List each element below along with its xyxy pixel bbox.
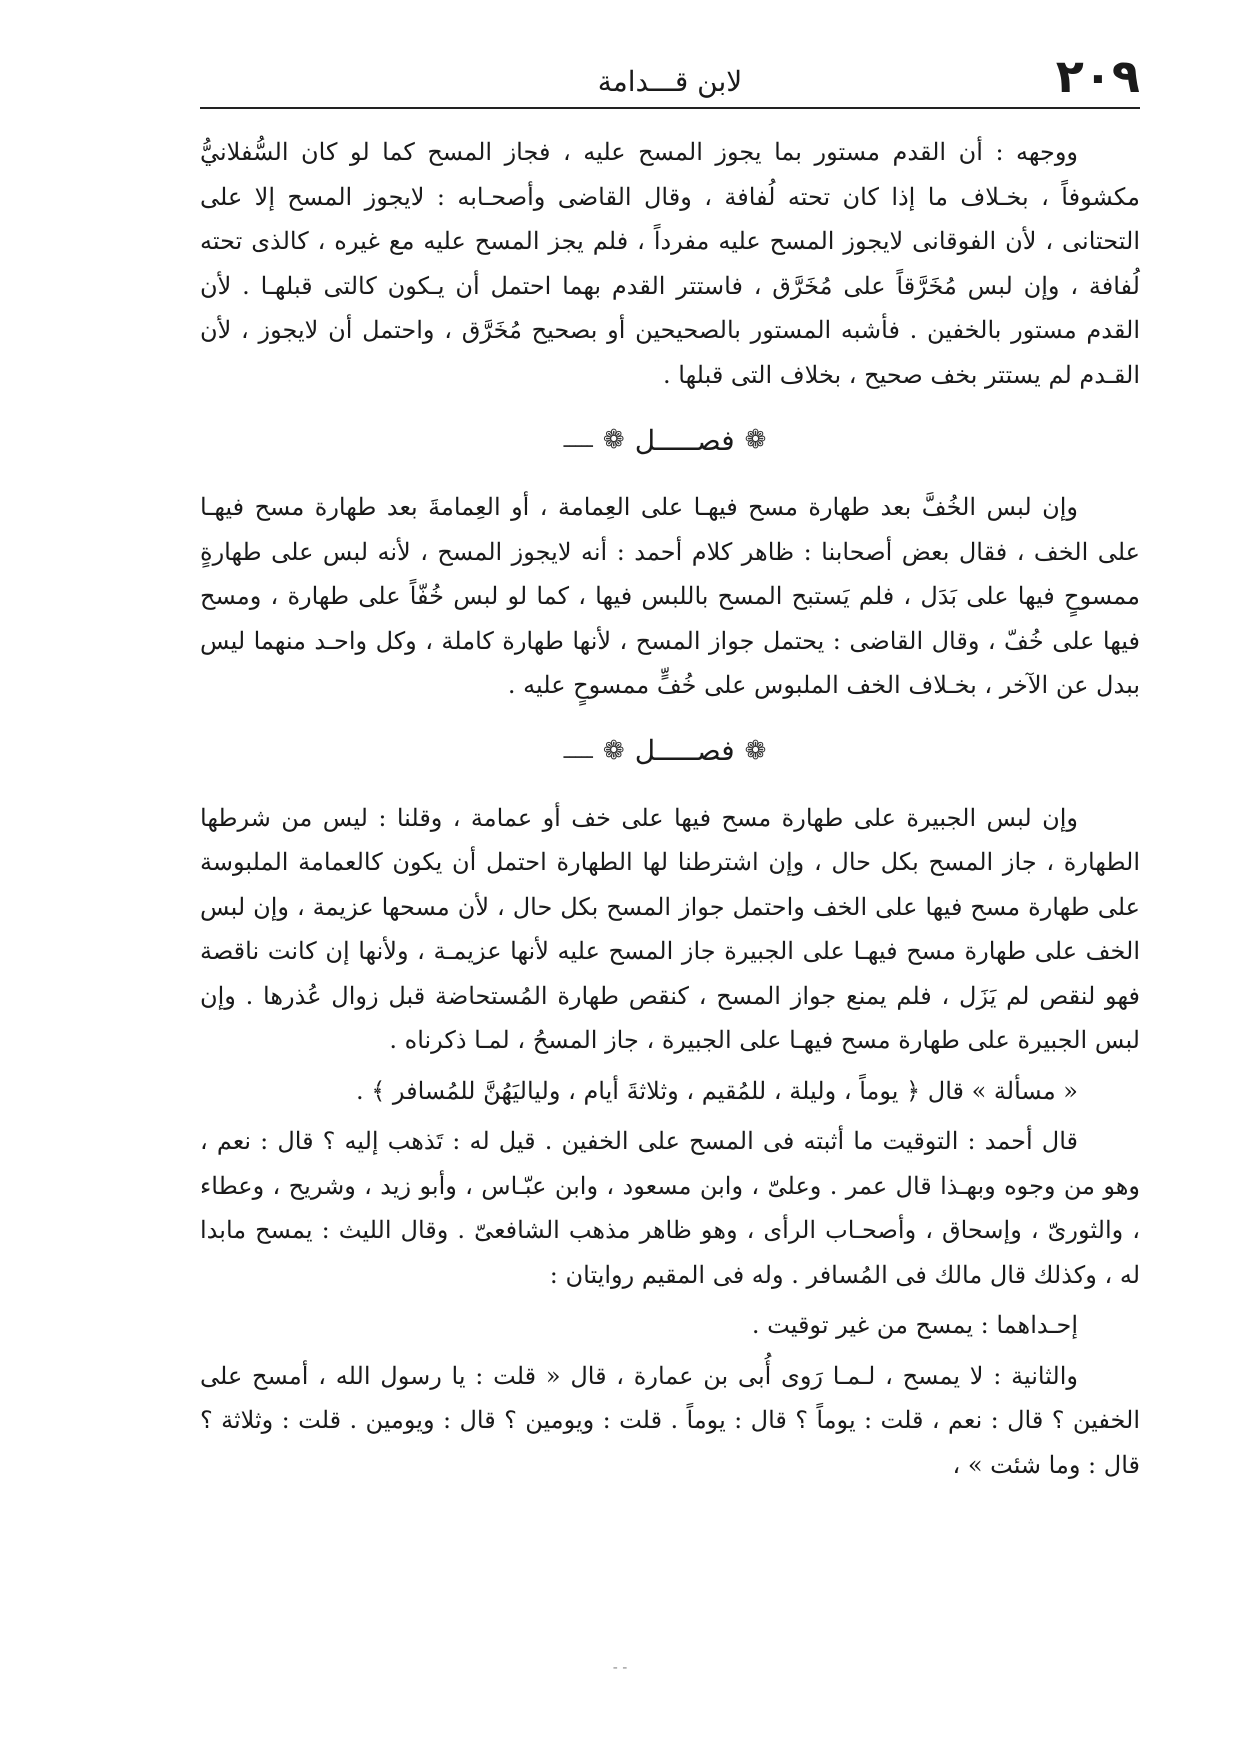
ornament-icon: ❁ [744, 425, 767, 455]
page-number: ٢٠٩ [1055, 49, 1140, 103]
page-header [200, 49, 1140, 106]
paragraph-1: ووجهه : أن القدم مستور بما يجوز المسح عليه ، فجاز المسح كما لو كان السُّفلانيُّ مكشوفاً ، بخـلاف ما إذا كان تحته لُفافة ، وقال القاضى وأصحـابه : لايجوز المسح إلا على التحتانى ، لأن الفوقانى لايجوز المسح عليه مفرداً ، فلم يجز المسح عليه مع غيره ، كالذى تحته لُفافة ، وإن لبس مُخَرَّقاً على مُخَرَّق ، فاستتر القدم بهما احتمل أن يـكون كالتى قبلهـا . لأن القدم مستور بالخفين . فأشبه المستور بالصحيحين أو بصحيح مُخَرَّق ، واحتمل أن لايجوز ، لأن القـدم لم يستتر بخف صحيح ، بخلاف التى قبلها . [200, 138, 1140, 389]
paragraph-7: والثانية : لا يمسح ، لـمـا رَوى أُبى بن عمارة ، قال « قلت : يا رسول الله ، أمسح على الخفين ؟ قال : نعم ، قلت : يوماً ؟ قال : يوماً . قلت : ويومين ؟ قال : ويومين . قلت : وثلاثة ؟ قال : وما شئت » ، [200, 1361, 1140, 1479]
paragraph-5: قال أحمد : التوقيت ما أثبته فى المسح على الخفين . قيل له : تَذهب إليه ؟ قال : نعم ، وهو من وجوه وبهـذا قال عمر . وعلىّ ، وابن مسعود ، وابن عبّـاس ، وأبو زيد ، وشريح ، وعطاء ، والثورىّ ، وإسحاق ، وأصحـاب الرأى ، وهو ظاهر مذهب الشافعىّ . وقال الليث : يمسح مابدا له ، وكذلك قال مالك فى المُسافر . وله فى المقيم روايتان : [200, 1127, 1140, 1289]
header-rule [200, 107, 1140, 109]
section-heading-2 [200, 716, 1140, 786]
footer-mark: - - [612, 1660, 628, 1676]
section-heading-word: فصـــــل [634, 734, 735, 767]
ornament-icon: ❁ [602, 735, 625, 766]
paragraph-2: وإن لبس الخُفَّ بعد طهارة مسح فيهـا على العِمامة ، أو العِمامةَ بعد طهارة مسح فيهـا على الخف ، فقال بعض أصحابنا : ظاهر كلام أحمد : أنه لايجوز المسح ، لأنه لبس على طهارةٍ ممسوحٍ فيها على بَدَل ، فلم يَستبح المسح باللبس فيها ، كما لو لبس خُفّاً على طهارة ، ومسح فيها على خُفّ ، وقال القاضى : يحتمل جواز المسح ، لأنها طهارة كاملة ، وكل واحـد منهما ليس ببدل عن الآخر ، بخـلاف الخف الملبوس على خُفٍّ ممسوحٍ عليه . [200, 493, 1140, 699]
running-title: لابن قـــدامة [597, 65, 743, 98]
heading-flourish: ـــــ [563, 428, 593, 452]
page-body [200, 130, 1140, 1487]
ornament-icon: ❁ [602, 425, 625, 455]
ornament-icon: ❁ [744, 735, 767, 766]
paragraph-6: إحـداهما : يمسح من غير توقيت . [751, 1311, 1078, 1339]
heading-flourish: ـــــ [563, 738, 593, 763]
section-heading-word: فصـــــل [634, 423, 735, 457]
masala-paragraph: « مسألة » قال ﴿ يوماً ، وليلة ، للمُقيم ، وثلاثةَ أيام ، ولياليَهُنَّ للمُسافر ﴾ . [355, 1076, 1078, 1105]
section-heading-1 [200, 405, 1140, 475]
paragraph-3: وإن لبس الجبيرة على طهارة مسح فيها على خف أو عمامة ، وقلنا : ليس من شرطها الطهارة ، جاز المسح بكل حال ، وإن اشترطنا لها الطهارة احتمل أن يكون كالعمامة الملبوسة على طهارة مسح فيها على الخف واحتمل جواز المسح بكل حال ، لأن مسحها عزيمة ، وإن لبس الخف على طهارة مسح فيهـا على الجبيرة جاز المسح عليه لأنها عزيمـة ، ولأنها إن كانت ناقصة فهو لنقص لم يَزَل ، فلم يمنع جواز المسح ، كنقص طهارة المُستحاضة قبل زوال عُذرها . وإن لبس الجبيرة على طهارة مسح فيهـا على الجبيرة ، جاز المسحُ ، لمـا ذكرناه . [200, 803, 1140, 1054]
